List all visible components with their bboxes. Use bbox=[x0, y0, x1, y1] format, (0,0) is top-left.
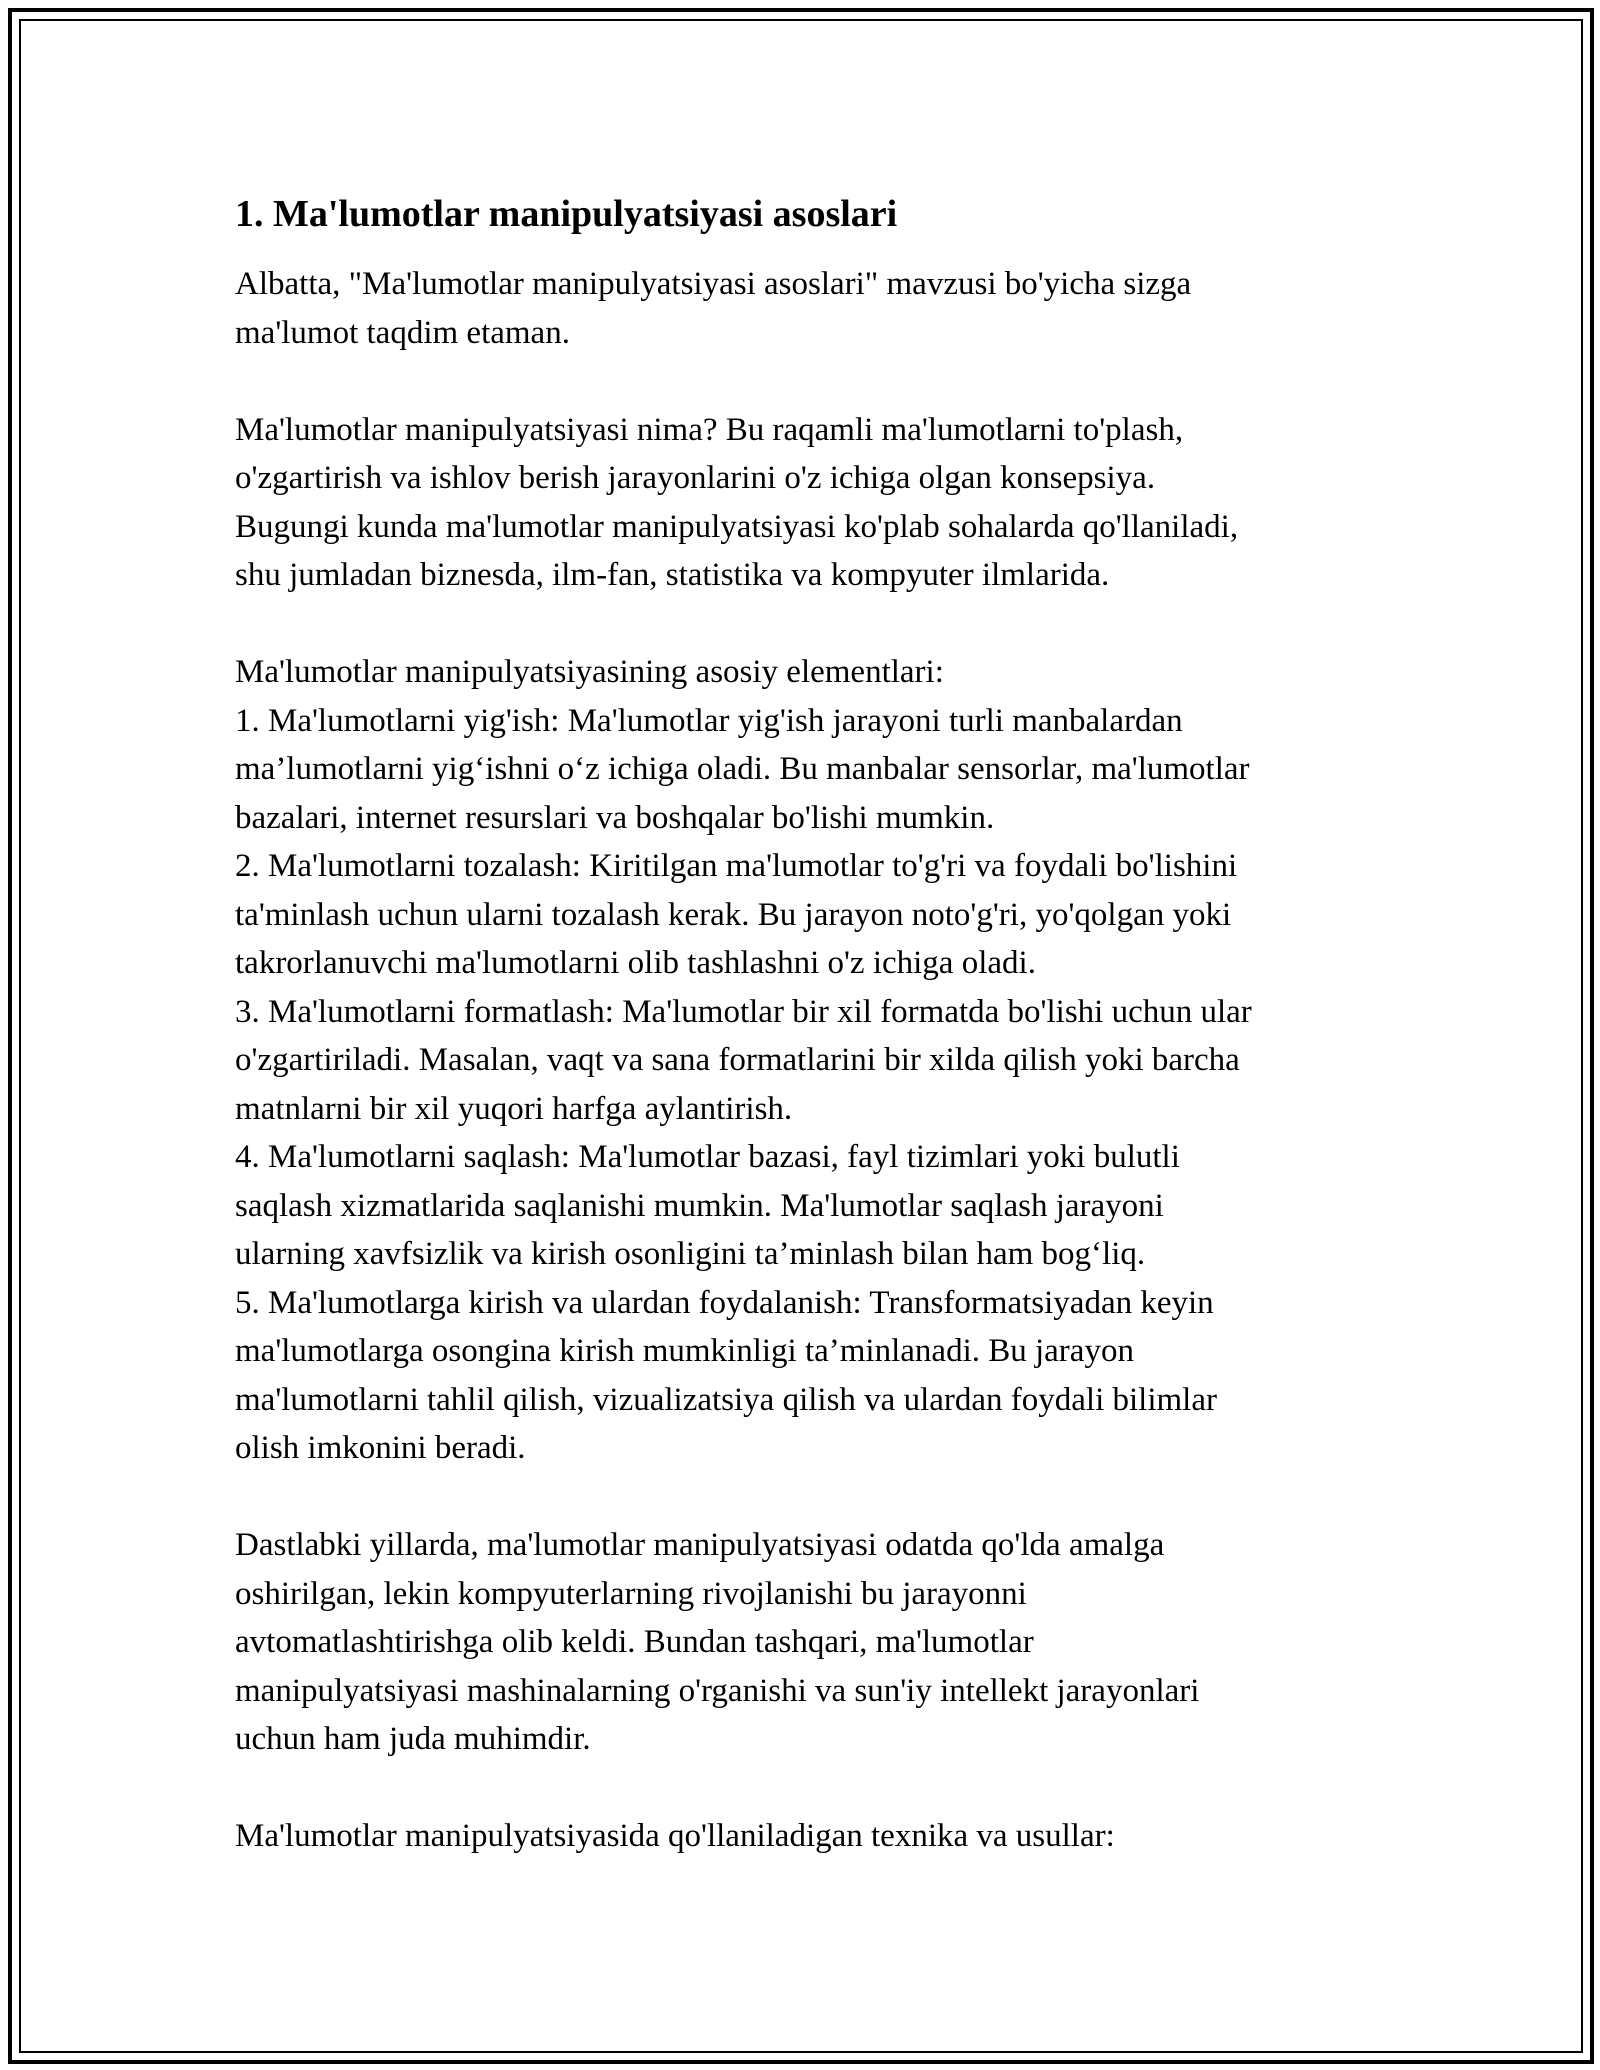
text-line: 1. Ma'lumotlarni yig'ish: Ma'lumotlar yig'ish jarayoni turli manbalardan bbox=[235, 702, 1183, 739]
text-line: bazalari, internet resurslari va boshqalar bo'lishi mumkin. bbox=[235, 799, 995, 836]
text-line: Ma'lumotlar manipulyatsiyasi nima? Bu raqamli ma'lumotlarni to'plash, bbox=[235, 411, 1184, 448]
text-line: oshirilgan, lekin kompyuterlarning rivojlanishi bu jarayonni bbox=[235, 1575, 1027, 1612]
text-line: 3. Ma'lumotlarni formatlash: Ma'lumotlar bir xil formatda bo'lishi uchun ular bbox=[235, 993, 1252, 1030]
paragraph-spacer bbox=[235, 357, 1385, 406]
text-line: takrorlanuvchi ma'lumotlarni olib tashlashni o'z ichiga oladi. bbox=[235, 945, 1036, 981]
text-line: ma'lumotlarga osongina kirish mumkinligi ta’minlanadi. Bu jarayon bbox=[235, 1333, 1134, 1369]
text-line: ta'minlash uchun ularni tozalash kerak. Bu jarayon noto'g'ri, yo'qolgan yoki bbox=[235, 896, 1232, 933]
paragraph bbox=[235, 1812, 1385, 1861]
paragraph-list bbox=[235, 260, 1385, 1861]
text-line: ularning xavfsizlik va kirish osonligini ta’minlash bilan ham bog‘liq. bbox=[235, 1236, 1146, 1272]
text-line: avtomatlashtirishga olib keldi. Bundan tashqari, ma'lumotlar bbox=[235, 1624, 1034, 1660]
text-line: Dastlabki yillarda, ma'lumotlar manipulyatsiyasi odatda qo'lda amalga bbox=[235, 1527, 1165, 1563]
text-line: 5. Ma'lumotlarga kirish va ulardan foydalanish: Transformatsiyadan keyin bbox=[235, 1284, 1214, 1321]
paragraph bbox=[235, 260, 1385, 357]
paragraph-spacer bbox=[235, 1473, 1385, 1522]
text-line: Ma'lumotlar manipulyatsiyasida qo'llaniladigan texnika va usullar: bbox=[235, 1818, 1115, 1854]
paragraph bbox=[235, 648, 1385, 1473]
text-line: olish imkonini beradi. bbox=[235, 1430, 526, 1466]
text-line: uchun ham juda muhimdir. bbox=[235, 1721, 591, 1757]
text-line: o'zgartiriladi. Masalan, vaqt va sana formatlarini bir xilda qilish yoki barcha bbox=[235, 1042, 1240, 1078]
text-line: 4. Ma'lumotlarni saqlash: Ma'lumotlar bazasi, fayl tizimlari yoki bulutli bbox=[235, 1139, 1180, 1175]
text-line: o'zgartirish va ishlov berish jarayonlarini o'z ichiga olgan konsepsiya. bbox=[235, 460, 1156, 496]
paragraph bbox=[235, 1521, 1385, 1764]
text-line: ma'lumot taqdim etaman. bbox=[235, 314, 570, 351]
paragraph bbox=[235, 406, 1385, 600]
document-body bbox=[235, 188, 1385, 1861]
text-line: ma’lumotlarni yig‘ishni o‘z ichiga oladi. Bu manbalar sensorlar, ma'lumotlar bbox=[235, 751, 1250, 787]
text-line: Bugungi kunda ma'lumotlar manipulyatsiyasi ko'plab sohalarda qo'llaniladi, bbox=[235, 508, 1239, 545]
page-title: 1. Ma'lumotlar manipulyatsiyasi asoslari bbox=[235, 193, 898, 235]
text-line: shu jumladan biznesda, ilm-fan, statistika va kompyuter ilmlarida. bbox=[235, 557, 1110, 593]
text-line: saqlash xizmatlarida saqlanishi mumkin. Ma'lumotlar saqlash jarayoni bbox=[235, 1187, 1164, 1224]
text-line: Ma'lumotlar manipulyatsiyasining asosiy elementlari: bbox=[235, 654, 944, 690]
text-line: ma'lumotlarni tahlil qilish, vizualizatsiya qilish va ulardan foydali bilimlar bbox=[235, 1381, 1217, 1418]
text-line: 2. Ma'lumotlarni tozalash: Kiritilgan ma'lumotlar to'g'ri va foydali bo'lishini bbox=[235, 848, 1238, 884]
paragraph-spacer bbox=[235, 1764, 1385, 1813]
text-line: Albatta, "Ma'lumotlar manipulyatsiyasi asoslari" mavzusi bo'yicha sizga bbox=[235, 266, 1192, 302]
paragraph-spacer bbox=[235, 600, 1385, 649]
text-line: matnlarni bir xil yuqori harfga aylantirish. bbox=[235, 1090, 793, 1127]
text-line: manipulyatsiyasi mashinalarning o'rganishi va sun'iy intellekt jarayonlari bbox=[235, 1672, 1200, 1709]
